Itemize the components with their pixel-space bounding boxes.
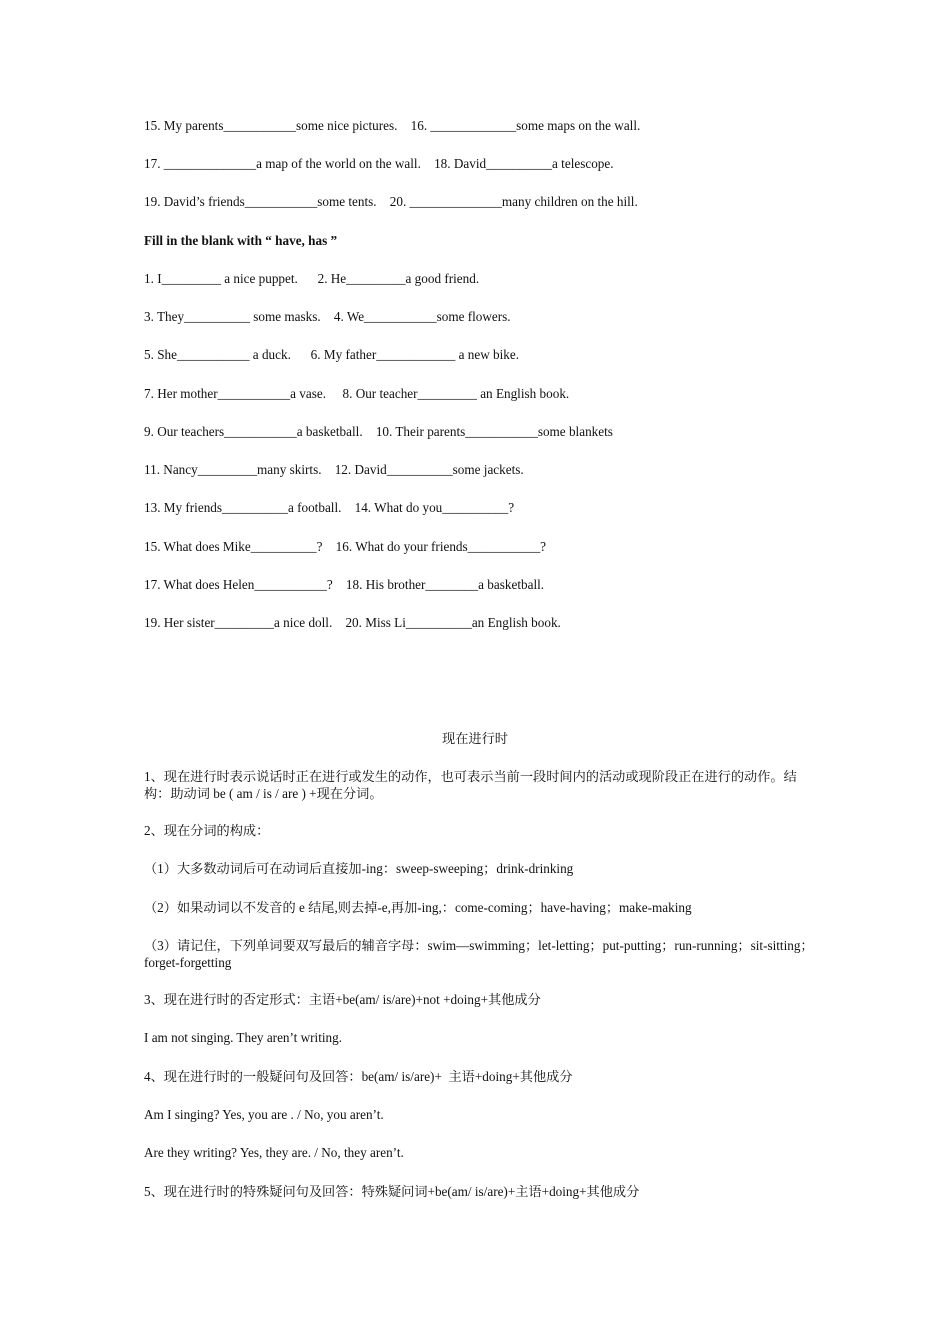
example-sentence: Are they writing? Yes, they are. / No, they aren’t. — [144, 1145, 404, 1160]
exercise-line: 17. ______________a map of the world on the wall. 18. David__________a telescope. — [144, 156, 614, 171]
exercise-line: 9. Our teachers___________a basketball. 10. Their parents___________some blankets — [144, 424, 613, 439]
grammar-paragraph: （3）请记住，下列单词要双写最后的辅音字母：swim—swimming；let-letting；put-putting；run-running；sit-sitting；forget-forgetting — [144, 938, 814, 970]
exercise-line: 5. She___________ a duck. 6. My father____________ a new bike. — [144, 347, 520, 362]
exercise-line: 17. What does Helen___________? 18. His brother________a basketball. — [144, 577, 545, 592]
exercise-line: 19. Her sister_________a nice doll. 20. Miss Li__________an English book. — [144, 615, 561, 630]
exercise-line: 13. My friends__________a football. 14. What do you__________? — [144, 500, 515, 515]
exercise-line: 15. My parents___________some nice pictures. 16. _____________some maps on the wall. — [144, 118, 641, 133]
exercise-line: 3. They__________ some masks. 4. We___________some flowers. — [144, 309, 511, 324]
exercise-line: 7. Her mother___________a vase. 8. Our teacher_________ an English book. — [144, 386, 570, 401]
grammar-paragraph: （1）大多数动词后可在动词后直接加-ing：sweep-sweeping；drink-drinking — [144, 861, 574, 876]
example-sentence: I am not singing. They aren’t writing. — [144, 1030, 343, 1045]
grammar-paragraph: 4、现在进行时的一般疑问句及回答：be(am/ is/are)+ 主语+doing+其他成分 — [144, 1069, 573, 1084]
exercise-line: 19. David’s friends___________some tents. 20. ______________many children on the hill. — [144, 194, 638, 209]
example-sentence: Am I singing? Yes, you are . / No, you aren’t. — [144, 1107, 384, 1122]
grammar-paragraph: 1、现在进行时表示说话时正在进行或发生的动作，也可表示当前一段时间内的活动或现阶段正在进行的动作。结构：助动词 be ( am / is / are ) +现在分词。 — [144, 769, 797, 801]
grammar-paragraph: 5、现在进行时的特殊疑问句及回答：特殊疑问词+be(am/ is/are)+主语+doing+其他成分 — [144, 1184, 640, 1199]
exercise-line: 15. What does Mike__________? 16. What do your friends___________? — [144, 539, 547, 554]
exercise-line: 11. Nancy_________many skirts. 12. David__________some jackets. — [144, 462, 524, 477]
section-heading: Fill in the blank with “ have, has ” — [144, 233, 338, 248]
exercise-line: 1. I_________ a nice puppet. 2. He_________a good friend. — [144, 271, 480, 286]
grammar-paragraph: 3、现在进行时的否定形式：主语+be(am/ is/are)+not +doing+其他成分 — [144, 992, 541, 1007]
grammar-paragraph: 2、现在分词的构成： — [144, 823, 270, 838]
grammar-title: 现在进行时 — [442, 731, 508, 746]
grammar-paragraph: （2）如果动词以不发音的 e 结尾,则去掉-e,再加-ing,：come-coming；have-having；make-making — [144, 900, 692, 915]
